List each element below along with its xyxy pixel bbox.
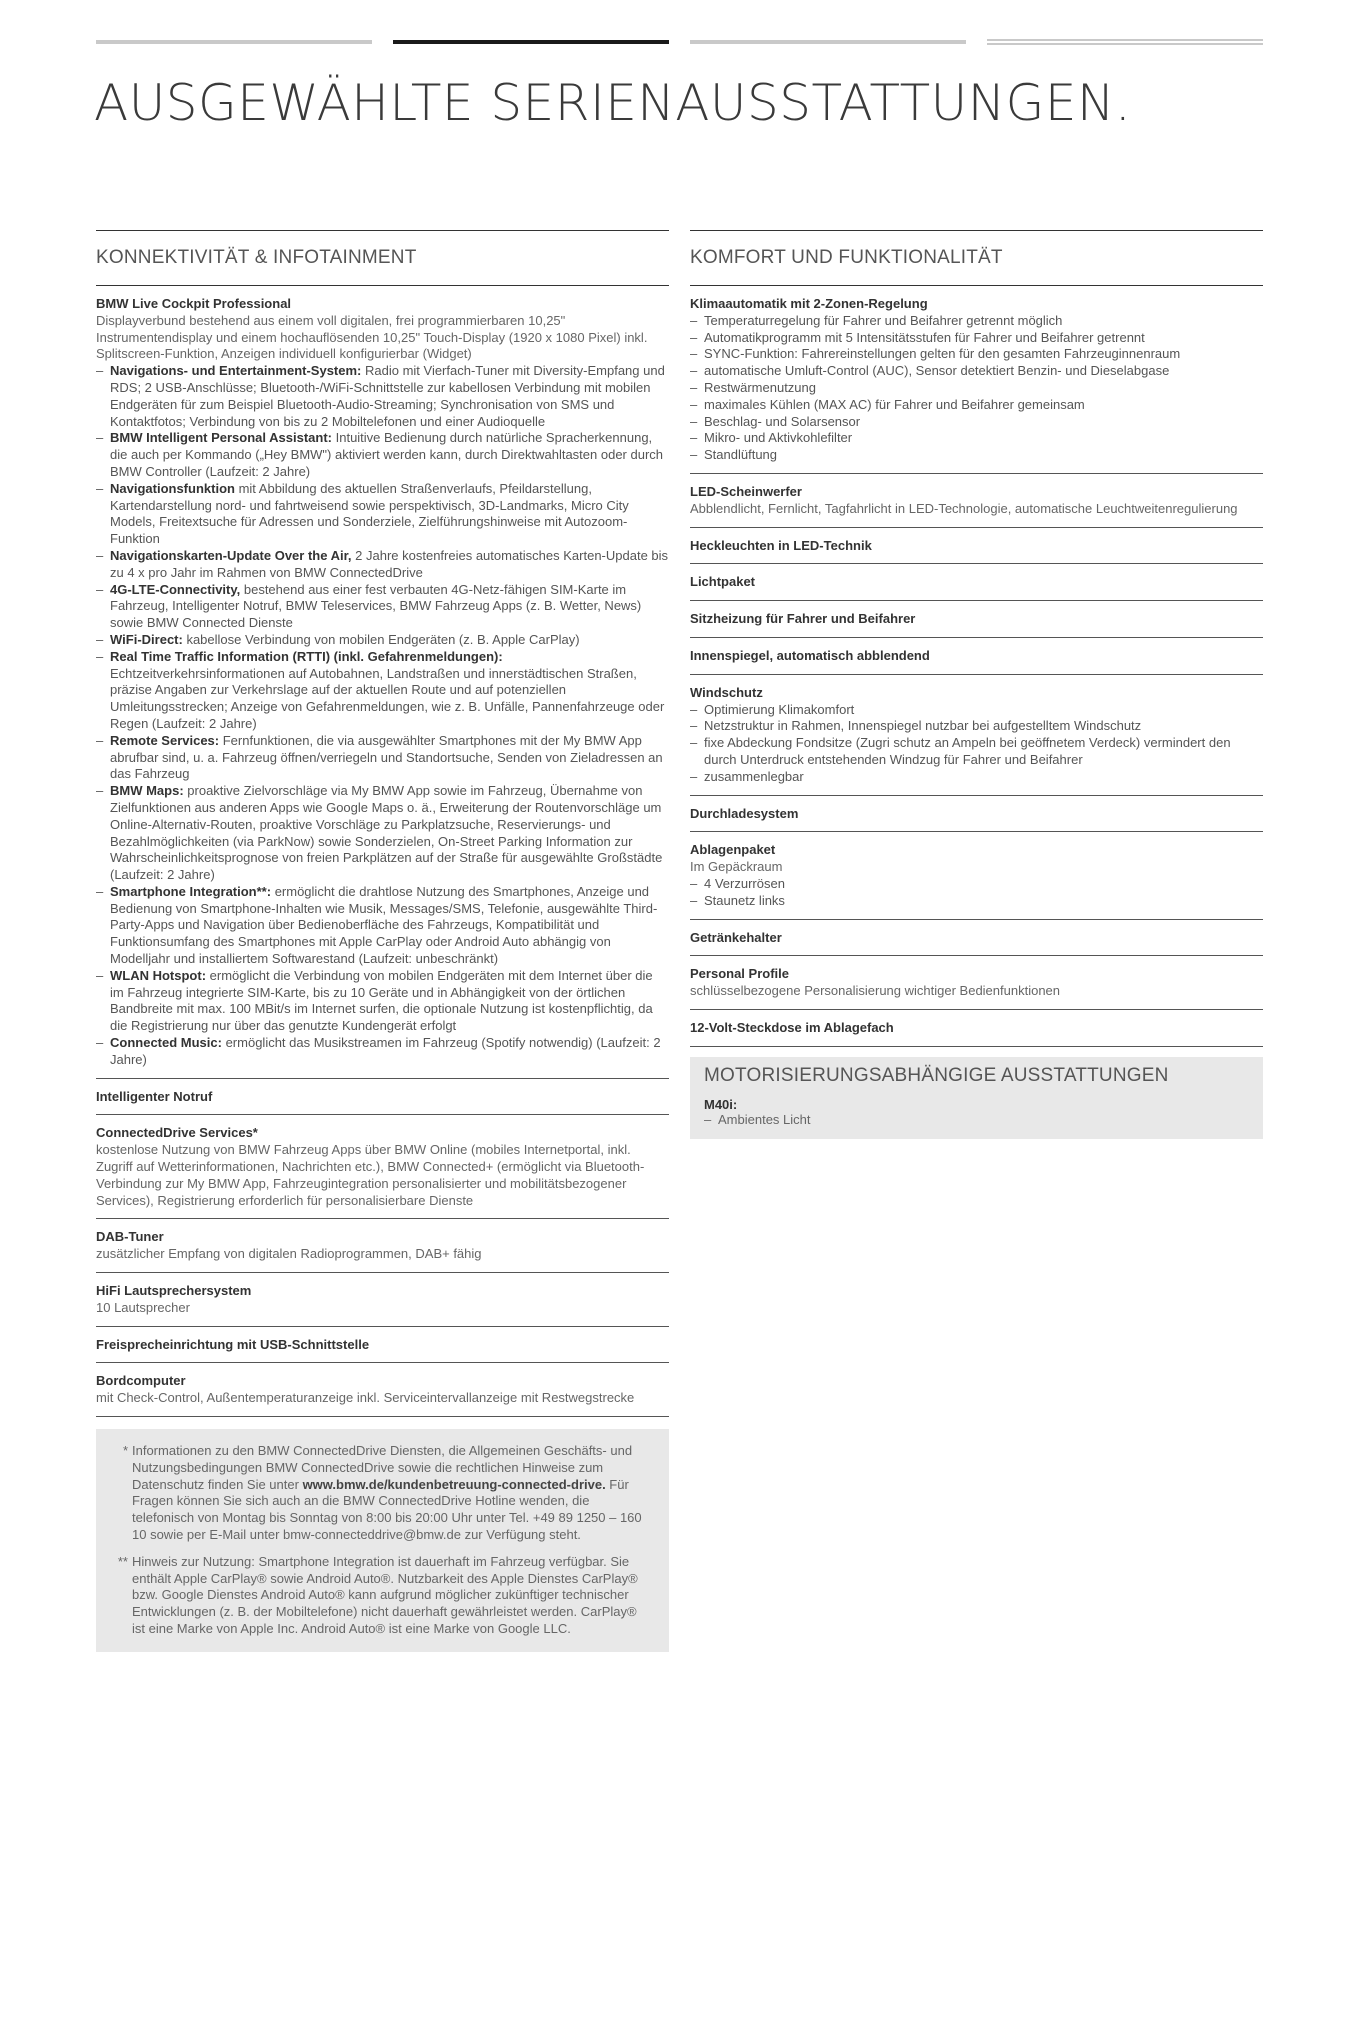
bullet-dash: –	[96, 547, 104, 563]
bullet-body: bestehend aus einer fest verbauten 4G-Netz-fähigen SIM-Karte im Fahrzeug, Intelligenter Notruf, BMW Teleservices, BMW Fahrzeug Apps (z. B. Wetter, News) sowie BMW Connected Dienste	[110, 581, 642, 631]
item-title: Intelligenter Notruf	[96, 1088, 213, 1104]
bullet-text	[110, 632, 669, 649]
bullet-text: Staunetz links	[704, 892, 785, 908]
bullet-text	[110, 548, 669, 582]
bullet-lead: BMW Intelligent Personal Assistant:	[110, 430, 332, 446]
item-freisprech	[96, 1327, 669, 1364]
bullet-item	[690, 380, 1263, 397]
bullet-text	[110, 430, 669, 480]
footnote-link[interactable]: www.bmw.de/kundenbetreuung-connected-drive.	[302, 1476, 606, 1492]
item-heckleuchten	[690, 528, 1263, 565]
bullet-dash: –	[96, 480, 104, 496]
item-title: Personal Profile	[690, 966, 789, 982]
bullet-dash: –	[690, 735, 698, 751]
bullet-text: Restwärmenutzung	[704, 379, 816, 395]
footnote-1	[114, 1443, 651, 1544]
bullet-body: proaktive Zielvorschläge via My BMW App sowie im Fahrzeug, Übernahme von Zielfunktionen aus anderen Apps wie Google Maps o. ä., Erweiterung der Routenvorschläge um Online-Alternativ-Routen, proaktive Vorschläge zu Parkplatzsuche, Reservierungs- und Bezahlmöglichkeiten (via ParkNow) sowie Sonderzielen, On-Street Parking Information zur Wahrscheinlichkeitsprognose von freien Parkplätzen auf der Straße für ausgewählte Großstädte (Laufzeit: 2 Jahre)	[110, 783, 663, 883]
item-desc: 10 Lautsprecher	[96, 1299, 190, 1315]
bullet-dash: –	[690, 413, 698, 429]
footnotes-box	[96, 1429, 669, 1652]
item-connecteddrive	[96, 1115, 669, 1219]
bullet-dash: –	[96, 783, 104, 799]
bullet-text: Beschlag- und Solarsensor	[704, 413, 861, 429]
bullet-lead: Connected Music:	[110, 1035, 222, 1051]
bullet-lead: WiFi-Direct:	[110, 631, 183, 647]
item-title: DAB-Tuner	[96, 1229, 164, 1245]
bullet-item	[96, 1035, 669, 1069]
item-desc: schlüsselbezogene Personalisierung wichtiger Bedienfunktionen	[690, 983, 1061, 999]
footnote-text-part: Für Fragen können Sie sich auch an die BMW ConnectedDrive Hotline wenden, die telefonisch von Montag bis Sonntag von 8:00 bis 20:00 Uhr unter Tel. +49 89 1250 – 160 10 sowie per E-Mail unter bmw-connecteddrive@bmw.de zur Verfügung steht.	[132, 1476, 642, 1542]
bullet-text: Optimierung Klimakomfort	[704, 701, 855, 717]
bullet-dash: –	[96, 967, 104, 983]
bullet-item	[690, 330, 1263, 347]
bullet-lead: Real Time Traffic Information (RTTI) (inkl. Gefahrenmeldungen):	[110, 648, 503, 664]
item-title: Bordcomputer	[96, 1373, 186, 1389]
footnote-mark: *	[122, 1443, 128, 1459]
bullet-dash: –	[96, 581, 104, 597]
item-windschutz	[690, 675, 1263, 796]
item-title: ConnectedDrive Services*	[96, 1125, 258, 1141]
bullet-lead: Smartphone Integration**:	[110, 883, 272, 899]
bullet-text	[110, 968, 669, 1035]
left-column	[96, 230, 669, 1652]
klima-bullet-list	[690, 313, 1263, 464]
bullet-text: zusammenlegbar	[704, 768, 804, 784]
bullet-item	[96, 884, 669, 968]
bullet-body: Fernfunktionen, die via ausgewählter Smartphones mit der My BMW App abrufbar sind, u. a. Fahrzeug öffnen/verriegeln und Standortsuche, Senden von Zieladressen an das Fahrzeug	[110, 732, 663, 782]
item-title: LED-Scheinwerfer	[690, 483, 802, 499]
bullet-text	[110, 783, 669, 884]
bullet-text: Automatikprogramm mit 5 Intensitätsstufen für Fahrer und Beifahrer getrennt	[704, 329, 1145, 345]
bullet-text: Standlüftung	[704, 447, 778, 463]
item-getraenkehalter	[690, 920, 1263, 957]
bullet-item	[690, 893, 1263, 910]
bullet-dash: –	[96, 883, 104, 899]
bullet-body: mit Abbildung des aktuellen Straßenverlaufs, Pfeildarstellung, Kartendarstellung nord- und fahrtweisend sowie perspektivisch, 3D-Landmarks, Micro City Models, Freitextsuche für Adressen und Sonderziele, Zielführungshinweise mit Autozoom-Funktion	[110, 480, 629, 547]
item-ablagenpaket	[690, 832, 1263, 919]
item-title: HiFi Lautsprechersystem	[96, 1283, 252, 1299]
bullet-item	[690, 718, 1263, 735]
bullet-text: Ambientes Licht	[718, 1111, 811, 1127]
footnote-text	[132, 1443, 651, 1544]
item-title: 12-Volt-Steckdose im Ablagefach	[690, 1019, 894, 1035]
bullet-body: ermöglicht die Verbindung von mobilen Endgeräten mit dem Internet über die im Fahrzeug integrierte SIM-Karte, bis zu 10 Geräte und in Abhängigkeit von der örtlichen Bandbreite mit max. 100 MBit/s im Internet surfen, die optionale Nutzung ist kostenpflichtig, da die Registrierung nur über das genutzte Kundengerät erfolgt	[110, 967, 653, 1034]
bullet-dash: –	[690, 701, 698, 717]
bullet-text	[110, 481, 669, 548]
bullet-dash: –	[96, 648, 104, 664]
item-sitzheizung	[690, 601, 1263, 638]
item-hifi	[96, 1273, 669, 1327]
bullet-dash: –	[96, 363, 104, 379]
page-title: AUSGEWÄHLTE SERIENAUSSTATTUNGEN.	[94, 74, 1132, 132]
item-title: Innenspiegel, automatisch abblendend	[690, 647, 930, 663]
bullet-item	[690, 769, 1263, 786]
bullet-dash: –	[690, 363, 698, 379]
bullet-item	[96, 632, 669, 649]
footnote-text: Hinweis zur Nutzung: Smartphone Integration ist dauerhaft im Fahrzeug verfügbar. Sie enthält Apple CarPlay® sowie Android Auto®. Nutzbarkeit des Apple Dienstes CarPlay® bzw. Google Dienstes Android Auto® kann aufgrund möglicher zukünftiger technischer Entwicklungen (z. B. der Mobiltelefone) nicht dauerhaft gewährleistet werden. CarPlay® ist eine Marke von Apple Inc. Android Auto® ist eine Marke von Google LLC.	[132, 1553, 638, 1636]
bullet-body: ermöglicht die drahtlose Nutzung des Smartphones, Anzeige und Bedienung von Smartphone-Inhalten wie Musik, Messages/SMS, Telefonie, ausgewählte Third-Party-Apps und Navigation über Bedienoberfläche des Fahrzeugs, Kompatibilität und Funktionsumfang des Smartphones mit Apple CarPlay oder Android Auto abhängig von Modelljahr und installiertem Softwarestand (Laufzeit: unbeschränkt)	[110, 883, 658, 967]
ablagen-bullet-list	[690, 876, 1263, 910]
motorisierung-box	[690, 1057, 1263, 1139]
bullet-text	[110, 582, 669, 632]
bullet-lead: Navigationsfunktion	[110, 480, 235, 496]
bullet-dash: –	[690, 379, 698, 395]
bullet-dash: –	[690, 447, 698, 463]
bullet-text: maximales Kühlen (MAX AC) für Fahrer und Beifahrer gemeinsam	[704, 396, 1085, 412]
tab-indicator-2-active[interactable]	[393, 40, 669, 44]
section-heading-konnektivitaet: KONNEKTIVITÄT & INFOTAINMENT	[96, 230, 669, 286]
bullet-dash: –	[690, 430, 698, 446]
bullet-item	[690, 414, 1263, 431]
item-klimaautomatik	[690, 286, 1263, 474]
item-desc: Im Gepäckraum	[690, 859, 783, 875]
bullet-text	[110, 733, 669, 783]
item-title: Heckleuchten in LED-Technik	[690, 537, 872, 553]
bullet-dash: –	[690, 329, 698, 345]
bullet-item	[690, 447, 1263, 464]
bullet-item	[690, 313, 1263, 330]
bullet-lead: Navigationskarten-Update Over the Air,	[110, 547, 352, 563]
item-desc: kostenlose Nutzung von BMW Fahrzeug Apps über BMW Online (mobiles Internetportal, inkl. Zugriff auf Wetterinformationen, Nachrichten etc.), BMW Connected+ (ermöglicht via Bluetooth-Verbindung zur My BMW App, Fahrzeugintegration personalisierter und mobilitätsbezogener Services), Registrierung erforderlich für personalisierbare Dienste	[96, 1142, 645, 1208]
bullet-body: kabellose Verbindung von mobilen Endgeräten (z. B. Apple CarPlay)	[182, 631, 580, 647]
motorisierung-heading: MOTORISIERUNGSABHÄNGIGE AUSSTATTUNGEN	[704, 1064, 1169, 1086]
item-lichtpaket	[690, 564, 1263, 601]
bullet-dash: –	[690, 892, 698, 908]
item-title: Freisprecheinrichtung mit USB-Schnittstelle	[96, 1336, 370, 1352]
item-title: BMW Live Cockpit Professional	[96, 296, 292, 311]
bullet-item	[690, 346, 1263, 363]
bullet-text: fixe Abdeckung Fondsitze (Zugri schutz an Ampeln bei geöffnetem Verdeck) vermindert den durch Unterdruck entstehenden Windzug für Fahrer und Beifahrer	[704, 735, 1231, 767]
bullet-dash: –	[704, 1111, 712, 1127]
bullet-text	[110, 884, 669, 968]
item-steckdose	[690, 1010, 1263, 1047]
bullet-dash: –	[96, 631, 104, 647]
bullet-text: Mikro- und Aktivkohlefilter	[704, 430, 853, 446]
item-desc: mit Check-Control, Außentemperaturanzeige inkl. Serviceintervallanzeige mit Restwegstrecke	[96, 1390, 635, 1406]
bullet-item	[690, 876, 1263, 893]
bullet-item	[690, 363, 1263, 380]
bullet-item	[96, 363, 669, 430]
bullet-text: 4 Verzurrösen	[704, 875, 785, 891]
bullet-dash: –	[96, 1035, 104, 1051]
bullet-dash: –	[690, 312, 698, 328]
item-dab	[96, 1219, 669, 1273]
item-notruf	[96, 1079, 669, 1116]
item-desc: zusätzlicher Empfang von digitalen Radioprogrammen, DAB+ fähig	[96, 1246, 482, 1262]
bullet-text	[110, 649, 669, 733]
item-title: Klimaautomatik mit 2-Zonen-Regelung	[690, 296, 928, 311]
bullet-lead: Navigations- und Entertainment-System:	[110, 363, 362, 379]
page-tabs	[96, 39, 1263, 45]
motor-model: M40i:	[704, 1096, 738, 1112]
item-title: Sitzheizung für Fahrer und Beifahrer	[690, 611, 916, 627]
bullet-item	[690, 397, 1263, 414]
tab-indicator-3[interactable]	[690, 40, 966, 44]
bullet-lead: BMW Maps:	[110, 783, 184, 799]
bullet-lead: WLAN Hotspot:	[110, 967, 207, 983]
item-title: Durchladesystem	[690, 805, 799, 821]
item-title: Ablagenpaket	[690, 842, 776, 858]
bullet-body: Echtzeitverkehrsinformationen auf Autobahnen, Landstraßen und innerstädtischen Straßen, präzise Angaben zur Verkehrslage auf der aktuellen Route und auf potenziellen Umleitungsstrecken; Anzeige von Gefahrenmeldungen, wie z. B. Unfälle, Pannenfahrzeuge oder Regen (Laufzeit: 2 Jahre)	[110, 665, 665, 731]
bullet-dash: –	[690, 346, 698, 362]
bullet-dash: –	[96, 430, 104, 446]
bullet-item	[96, 649, 669, 733]
section-heading-komfort: KOMFORT UND FUNKTIONALITÄT	[690, 230, 1263, 286]
bullet-item	[96, 548, 669, 582]
item-personal-profile	[690, 956, 1263, 1010]
bullet-item	[96, 968, 669, 1035]
bullet-item	[96, 783, 669, 884]
item-title: Getränkehalter	[690, 929, 782, 945]
item-bordcomputer	[96, 1363, 669, 1417]
motor-bullet	[704, 1112, 1249, 1129]
bullet-text: automatische Umluft-Control (AUC), Sensor detektiert Benzin- und Dieselabgase	[704, 363, 1170, 379]
bullet-dash: –	[690, 396, 698, 412]
footnote-mark: **	[117, 1553, 128, 1569]
item-desc: Displayverbund bestehend aus einem voll digitalen, frei programmierbaren 10,25" Instrumentendisplay und einem hochauflösenden 10,25" Touch-Display (1920 x 1080 Pixel) inkl. Splitscreen-Funktion, Anzeigen individuell konfigurierbar (Widget)	[96, 312, 648, 362]
bullet-text	[110, 1035, 669, 1069]
bullet-item	[96, 481, 669, 548]
tab-indicator-4[interactable]	[987, 39, 1263, 45]
bullet-text: Temperaturregelung für Fahrer und Beifahrer getrennt möglich	[704, 312, 1063, 328]
bullet-body: ermöglicht das Musikstreamen im Fahrzeug (Spotify notwendig) (Laufzeit: 2 Jahre)	[110, 1035, 661, 1067]
item-led-scheinwerfer	[690, 474, 1263, 528]
bullet-dash: –	[690, 718, 698, 734]
right-column	[690, 230, 1263, 1139]
bullet-dash: –	[96, 732, 104, 748]
bullet-lead: Remote Services:	[110, 732, 220, 748]
cockpit-bullet-list	[96, 363, 669, 1068]
footnote-text-part: Informationen zu den BMW ConnectedDrive Diensten, die Allgemeinen Geschäfts- und Nutzungsbedingungen BMW ConnectedDrive sowie die rechtlichen Hinweise zum Datenschutz finden Sie unter	[132, 1443, 633, 1492]
bullet-dash: –	[690, 768, 698, 784]
bullet-body: 2 Jahre kostenfreies automatisches Karten-Update bis zu 4 x pro Jahr im Rahmen von BMW ConnectedDrive	[110, 547, 669, 580]
item-innenspiegel	[690, 638, 1263, 675]
bullet-item	[96, 582, 669, 632]
bullet-item	[96, 430, 669, 480]
item-live-cockpit	[96, 286, 669, 1079]
bullet-item	[690, 735, 1263, 769]
footnote-2	[114, 1554, 651, 1638]
bullet-text	[110, 363, 669, 430]
item-durchladesystem	[690, 796, 1263, 833]
bullet-item	[96, 733, 669, 783]
bullet-body: Radio mit Vierfach-Tuner mit Diversity-Empfang und RDS; 2 USB-Anschlüsse; Bluetooth-/WiFi-Schnittstelle zur kabellosen Verbindung mit mobilen Endgeräten für zum Beispiel Bluetooth-Audio-Streaming; Synchronisation von SMS und Kontaktfotos; Verbindung von bis zu 2 Mobiltelefonen und einer Audioquelle	[110, 363, 665, 429]
bullet-item	[690, 702, 1263, 719]
bullet-body: Intuitive Bedienung durch natürliche Spracherkennung, die auch per Kommando („Hey BMW") aktiviert werden kann, durch Direktwahltasten oder durch BMW Controller (Laufzeit: 2 Jahre)	[110, 430, 664, 479]
tab-indicator-1[interactable]	[96, 40, 372, 44]
bullet-lead: 4G-LTE-Connectivity,	[110, 581, 241, 597]
bullet-text: SYNC-Funktion: Fahrereinstellungen gelten für den gesamten Fahrzeuginnenraum	[704, 346, 1181, 362]
item-title: Lichtpaket	[690, 574, 756, 590]
bullet-item	[690, 430, 1263, 447]
item-title: Windschutz	[690, 684, 763, 700]
bullet-dash: –	[690, 875, 698, 891]
bullet-text: Netzstruktur in Rahmen, Innenspiegel nutzbar bei aufgestelltem Windschutz	[704, 718, 1142, 734]
windschutz-bullet-list	[690, 702, 1263, 786]
item-desc: Abblendlicht, Fernlicht, Tagfahrlicht in LED-Technologie, automatische Leuchtweitenregulierung	[690, 500, 1238, 516]
